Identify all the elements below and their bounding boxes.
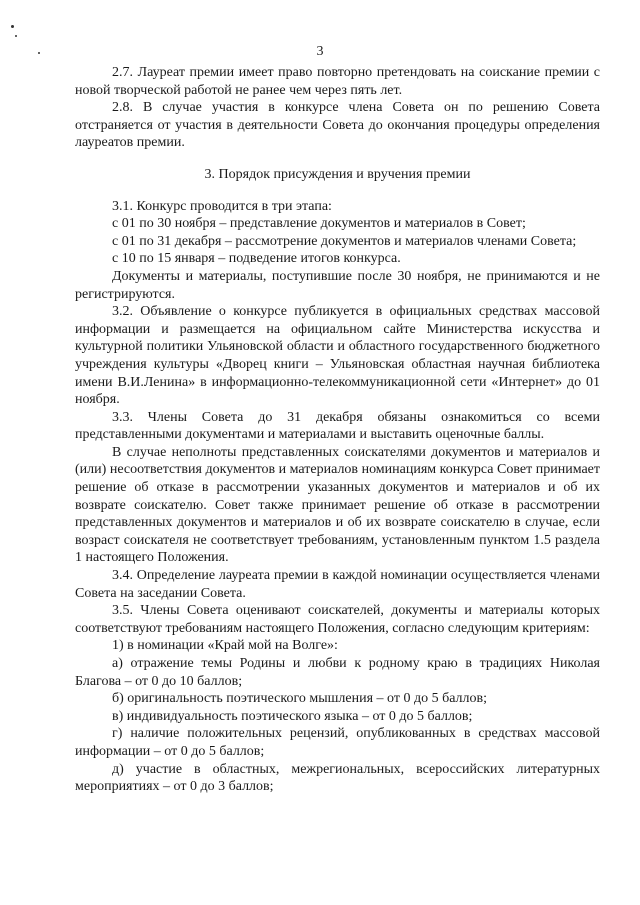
clause-3-5: 3.5. Члены Совета оценивают соискателей, документы и материалы которых соответствуют требованиям настоящего Положения, согласно следующим критериям: [75, 603, 600, 636]
clause-3-2: 3.2. Объявление о конкурсе публикуется в официальных средствах массовой информации и размещается на официальном сайте Министерства искусства и культурной политики Ульяновской области и областного государственного бюджетного учреждения культуры «Дворец книги – Ульяновская областная научная библиотека имени В.И.Ленина» в информационно-телекоммуникационной сети «Интернет» до 01 ноября. [75, 304, 600, 408]
clause-3-1: 3.1. Конкурс проводится в три этапа: [112, 198, 332, 214]
criterion-b: б) оригинальность поэтического мышления – от 0 до 5 баллов; [112, 691, 488, 707]
clause-3-3: 3.3. Члены Совета до 31 декабря обязаны ознакомиться со всеми представленными документами и материалами и выставить оценочные баллы. [75, 409, 600, 443]
scan-speck [11, 25, 14, 28]
criterion-d: г) наличие положительных рецензий, опубликованных в средствах массовой информации – от 0 до 5 баллов; [75, 726, 600, 759]
stage-1: с 01 по 30 ноября – представление документов и материалов в Совет; [112, 216, 526, 232]
criterion-e: д) участие в областных, межрегиональных, всероссийских литературных мероприятиях – от 0 до 3 баллов; [75, 761, 600, 795]
section-title: 3. Порядок присуждения и вручения премии [204, 166, 471, 182]
late-documents-note: Документы и материалы, поступившие после 30 ноября, не принимаются и не регистрируются. [75, 268, 600, 302]
nomination-heading: 1) в номинации «Край мой на Волге»: [112, 638, 338, 654]
page-number: 3 [316, 44, 324, 59]
document-body [75, 64, 600, 796]
criterion-c: в) индивидуальность поэтического языка – от 0 до 5 баллов; [112, 708, 473, 724]
stage-2: с 01 по 31 декабря – рассмотрение документов и материалов членами Совета; [112, 233, 577, 249]
stage-3: с 10 по 15 января – подведение итогов конкурса. [112, 251, 401, 267]
clause-2-7: 2.7. Лауреат премии имеет право повторно претендовать на соискание премии с новой творческой работой не ранее чем через пять лет. [75, 65, 600, 98]
clause-2-8: 2.8. В случае участия в конкурсе члена Совета он по решению Совета отстраняется от участия в деятельности Совета до окончания процедуры определения лауреатов премии. [75, 100, 600, 151]
clause-3-4: 3.4. Определение лауреата премии в каждой номинации осуществляется членами Совета на заседании Совета. [75, 568, 600, 601]
scan-speck [15, 35, 17, 37]
refusal-paragraph: В случае неполноты представленных соискателями документов и материалов и (или) несоответствия документов и материалов номинациям конкурса Совет принимает решение об отказе в рассмотрении указанных документов и материалов и об их возврате соискателю. Совет также принимает решение об отказе в рассмотрении представленных документов и материалов и об их возврате соискателю в случае, если возраст соискателя не соответствует требованиям, установленным пунктом 1.5 раздела 1 настоящего Положения. [75, 444, 600, 566]
criterion-a: а) отражение темы Родины и любви к родному краю в традициях Николая Благова – от 0 до 10 баллов; [75, 656, 600, 689]
